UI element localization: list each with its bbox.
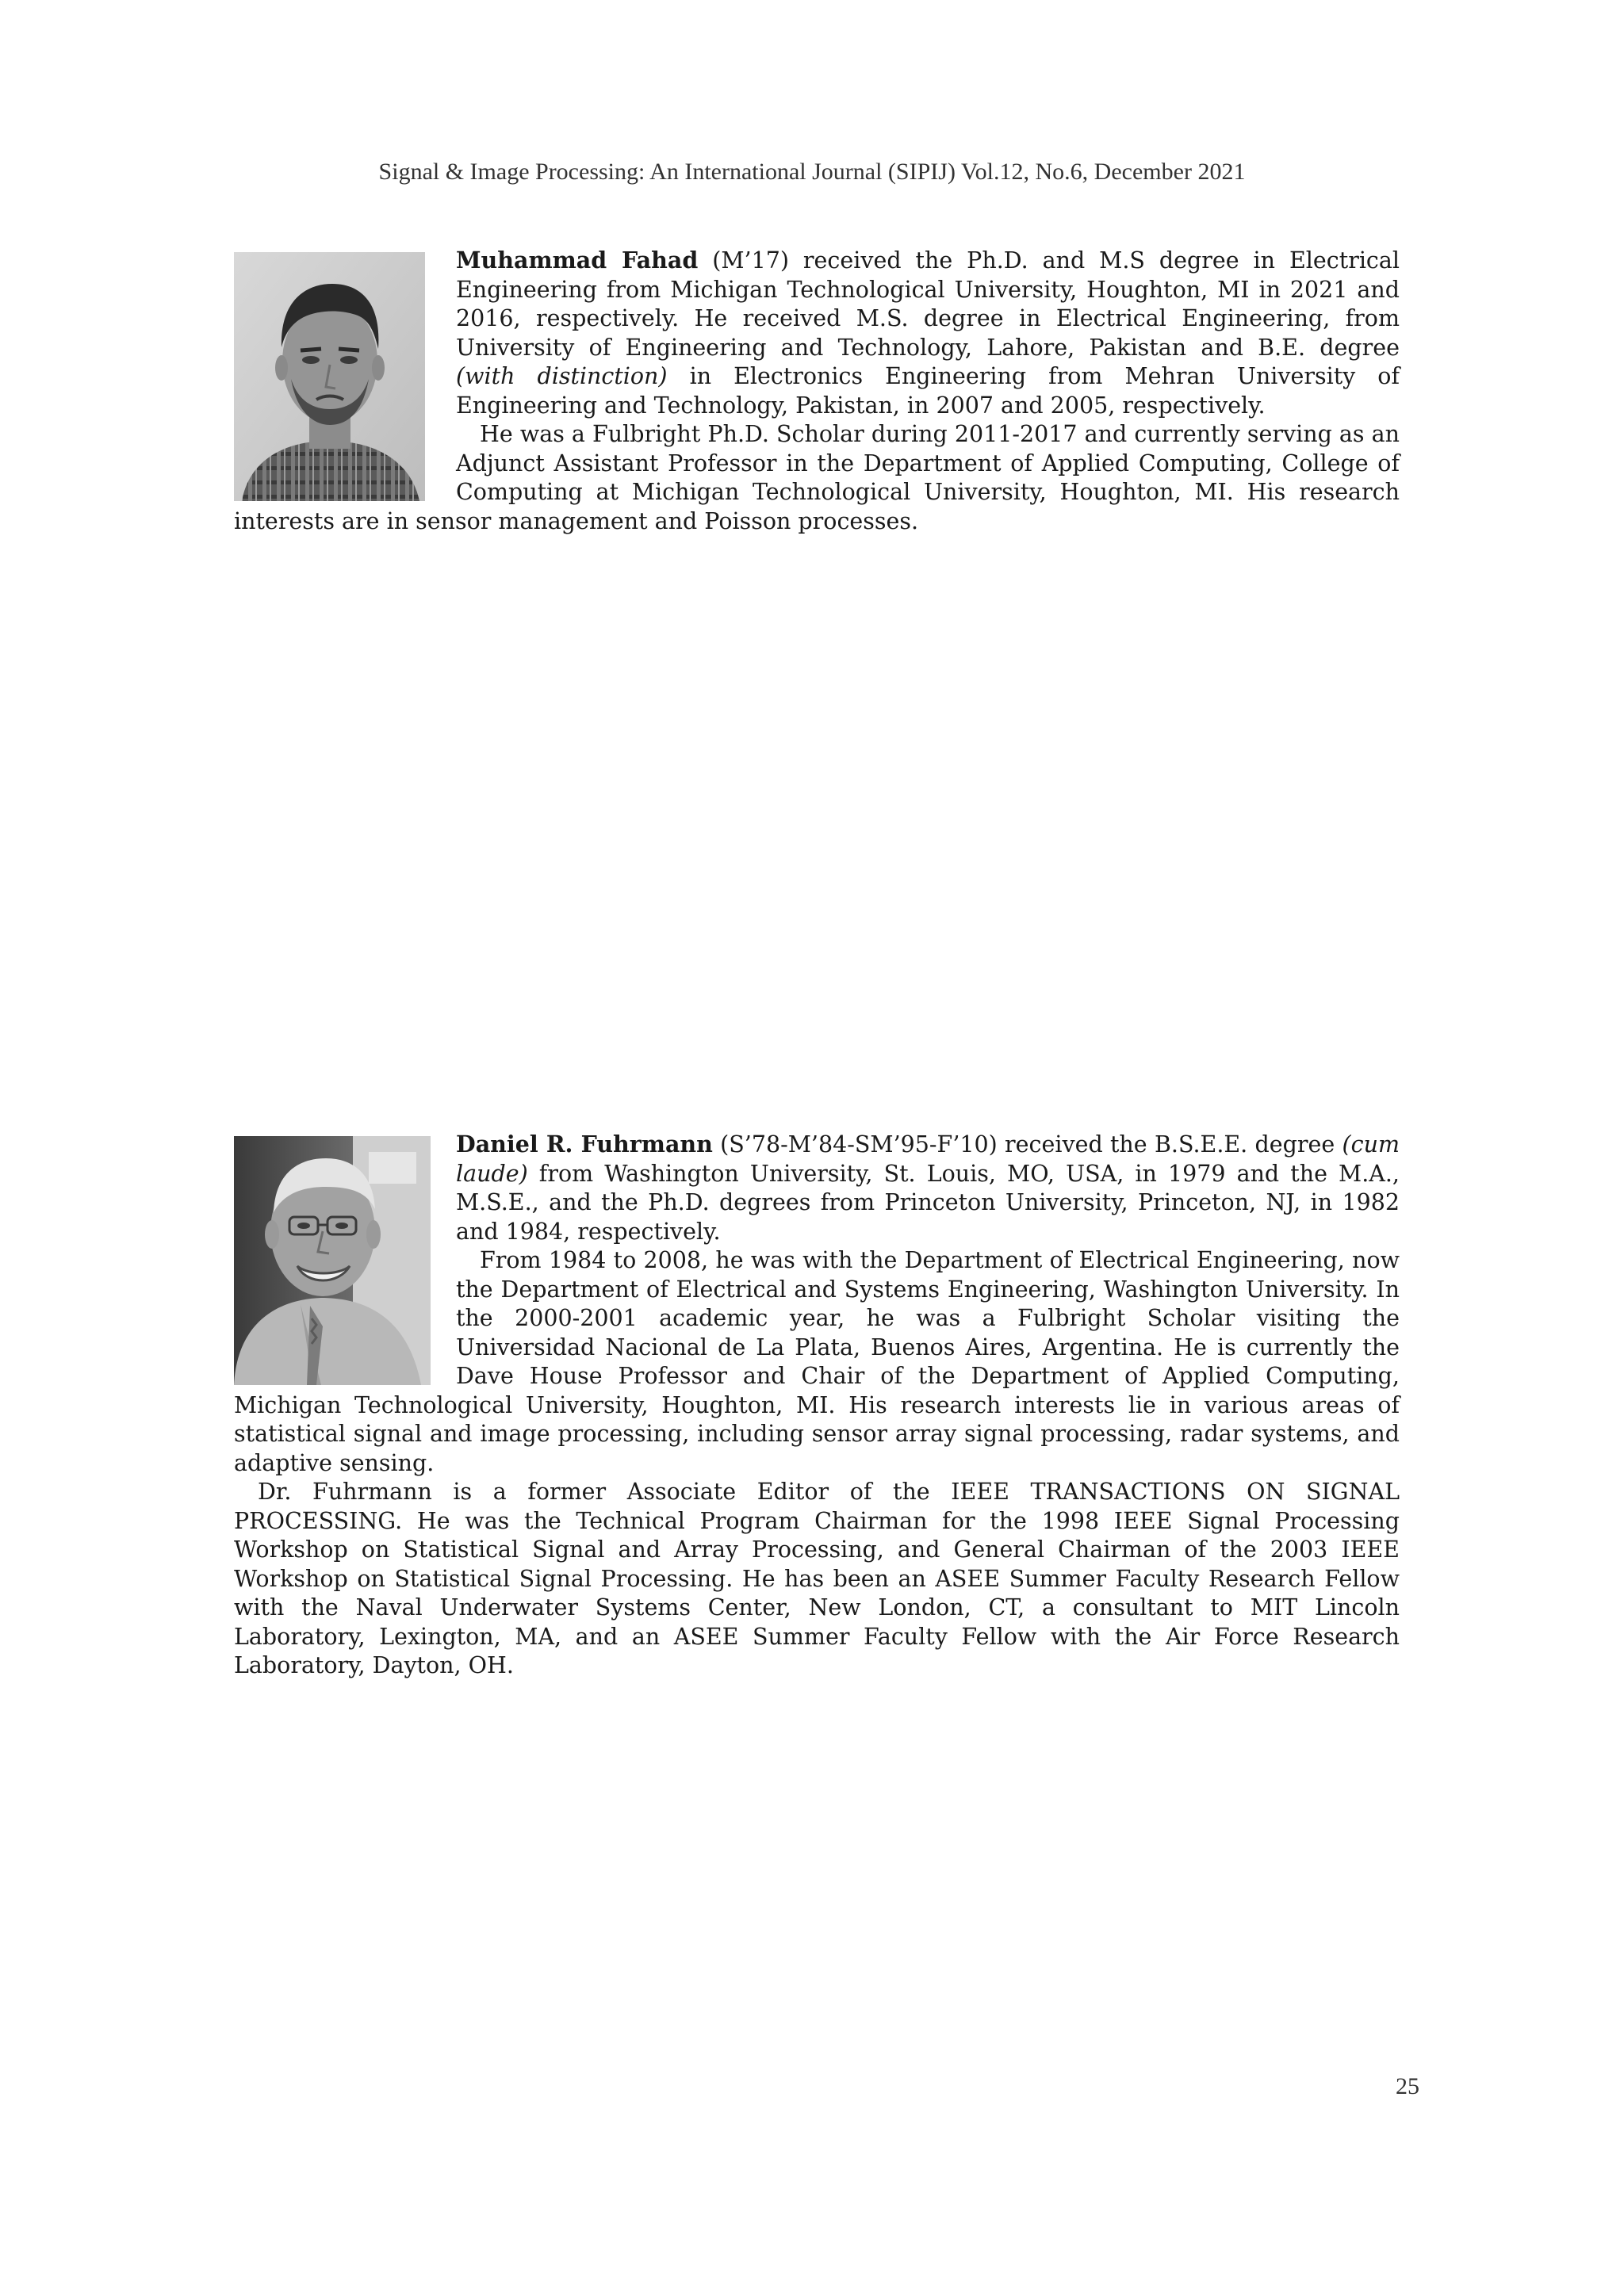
- author-name: Daniel R. Fuhrmann: [456, 1131, 713, 1158]
- bio-paragraph: From 1984 to 2008, he was with the Department of Electrical Engineering, now the Department of Electrical and Systems Engineering, Washington University. In the 2000-2001 academic year, he was a Fulbright Scholar visiting the Universidad Nacional de La Plata, Buenos Aires, Argentina. He is currently the Dave House Professor and Chair of the Department of Applied Computing, Michigan Technological University, Houghton, MI. His research interests lie in various areas of statistical signal and image processing, including sensor array signal processing, radar systems, and adaptive sensing.: [234, 1247, 1400, 1476]
- bio-paragraph: Dr. Fuhrmann is a former Associate Editor of the IEEE TRANSACTIONS ON SIGNAL PROCESSING. He was the Technical Program Chairman for the 1998 IEEE Signal Processing Workshop on Statistical Signal and Array Processing, and General Chairman of the 2003 IEEE Workshop on Statistical Signal Processing. He has been an ASEE Summer Faculty Research Fellow with the Naval Underwater Systems Center, New London, CT, a consultant to MIT Lincoln Laboratory, Lexington, MA, and an ASEE Summer Faculty Fellow with the Air Force Research Laboratory, Dayton, OH.: [234, 1479, 1400, 1678]
- bio-paragraph: Daniel R. Fuhrmann (S’78-M’84-SM’95-F’10) received the B.S.E.E. degree (cum laude) from Washington University, St. Louis, MO, USA, in 1979 and the M.A., M.S.E., and the Ph.D. degrees from Princeton University, Princeton, NJ, in 1982 and 1984, respectively.: [456, 1131, 1400, 1245]
- bio-paragraph: He was a Fulbright Ph.D. Scholar during 2011-2017 and currently serving as an Adjunct Assistant Professor in the Department of Applied Computing, College of Computing at Michigan Technological University, Houghton, MI. His research interests are in sensor management and Poisson processes.: [234, 421, 1400, 534]
- page-number: 25: [1396, 2073, 1419, 2099]
- running-header: Signal & Image Processing: An International Journal (SIPIJ) Vol.12, No.6, December 2021: [378, 159, 1246, 185]
- bio-paragraph: Muhammad Fahad (M’17) received the Ph.D. and M.S degree in Electrical Engineering from Michigan Technological University, Houghton, MI in 2021 and 2016, respectively. He received M.S. degree in Electrical Engineering, from University of Engineering and Technology, Lahore, Pakistan and B.E. degree (with distinction) in Electronics Engineering from Mehran University of Engineering and Technology, Pakistan, in 2007 and 2005, respectively.: [456, 247, 1400, 419]
- author-bio-fahad: [234, 246, 1400, 536]
- author-photo-fuhrmann: [234, 1136, 431, 1385]
- author-name: Muhammad Fahad: [456, 247, 699, 274]
- author-photo-fahad: [234, 252, 425, 501]
- author-bio-fuhrmann: [234, 1130, 1400, 1681]
